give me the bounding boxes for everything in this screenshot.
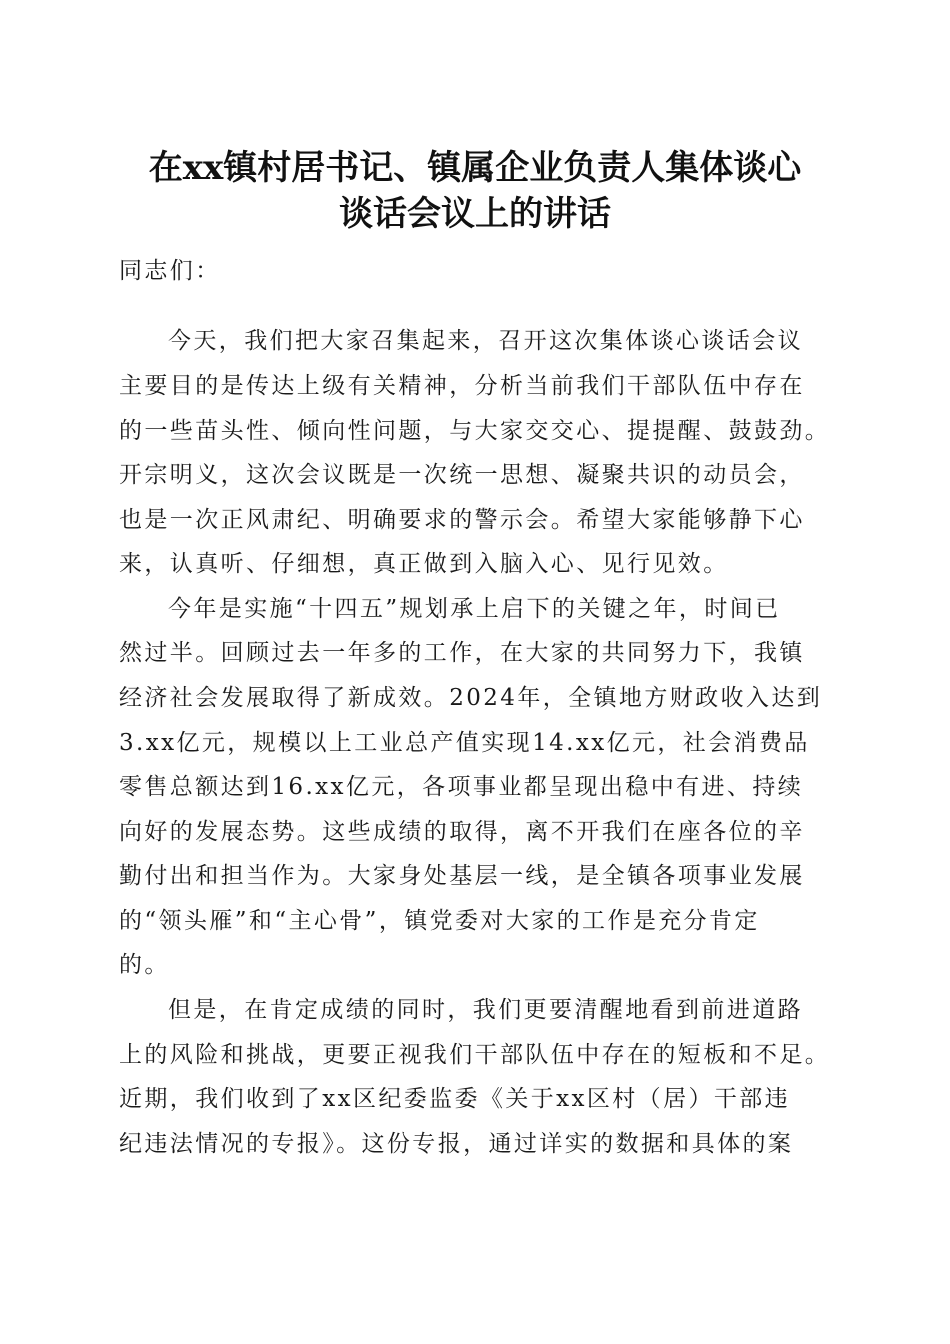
paragraph-2-line: 3.xx亿元，规模以上工业总产值实现14.xx亿元，社会消费品	[119, 730, 810, 756]
paragraph-1-line: 开宗明义，这次会议既是一次统一思想、凝聚共识的动员会，	[119, 462, 805, 488]
document-title-line-2: 谈话会议上的讲话	[339, 194, 611, 234]
salutation: 同志们：	[119, 258, 221, 284]
paragraph-2-line: 勤付出和担当作为。大家身处基层一线，是全镇各项事业发展	[119, 863, 805, 889]
paragraph-2-line: 经济社会发展取得了新成效。2024年，全镇地方财政收入达到	[119, 685, 823, 711]
paragraph-3-line: 近期，我们收到了xx区纪委监委《关于xx区村（居）干部违	[119, 1086, 791, 1112]
paragraph-2-line: 然过半。回顾过去一年多的工作，在大家的共同努力下，我镇	[119, 640, 805, 666]
paragraph-1-line: 的一些苗头性、倾向性问题，与大家交交心、提提醒、鼓鼓劲。	[119, 418, 831, 444]
paragraph-3-line: 但是，在肯定成绩的同时，我们更要清醒地看到前进道路	[168, 997, 803, 1023]
paragraph-1-line: 来，认真听、仔细想，真正做到入脑入心、见行见效。	[119, 551, 729, 577]
paragraph-1-line: 今天，我们把大家召集起来，召开这次集体谈心谈话会议	[168, 328, 803, 354]
paragraph-2-line: 的。	[119, 952, 170, 978]
paragraph-1-line: 也是一次正风肃纪、明确要求的警示会。希望大家能够静下心	[119, 507, 805, 533]
paragraph-1-line: 主要目的是传达上级有关精神，分析当前我们干部队伍中存在	[119, 373, 805, 399]
paragraph-2-line: 今年是实施“十四五”规划承上启下的关键之年，时间已	[168, 596, 781, 622]
paragraph-2-line: 零售总额达到16.xx亿元，各项事业都呈现出稳中有进、持续	[119, 774, 804, 800]
paragraph-2-line: 向好的发展态势。这些成绩的取得，离不开我们在座各位的辛	[119, 819, 805, 845]
paragraph-3-line: 上的风险和挑战，更要正视我们干部队伍中存在的短板和不足。	[119, 1042, 831, 1068]
document-title-line-1: 在xx镇村居书记、镇属企业负责人集体谈心	[148, 148, 802, 188]
paragraph-3-line: 纪违法情况的专报》。这份专报，通过详实的数据和具体的案	[119, 1131, 794, 1157]
paragraph-2-line: 的“领头雁”和“主心骨”，镇党委对大家的工作是充分肯定	[119, 908, 760, 934]
